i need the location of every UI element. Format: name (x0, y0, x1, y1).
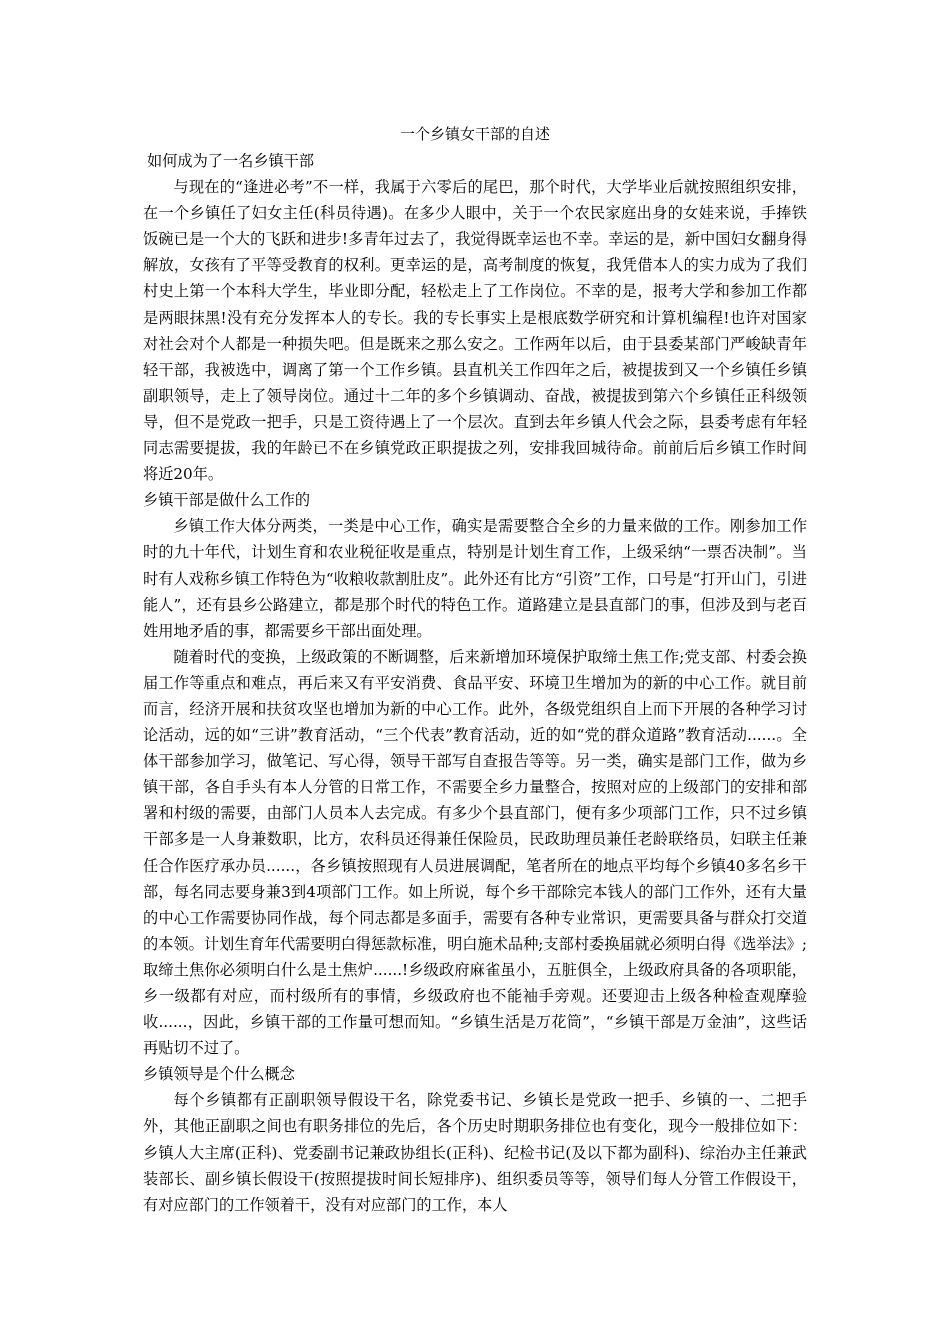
section-2-paragraph-1: 乡镇工作大体分两类，一类是中心工作，确实是需要整合全乡的力量来做的工作。刚参加工作时的九十年代，计划生育和农业税征收是重点，特别是计划生育工作，上级采纳“一票否决制”。当时有人戏称乡镇工作特色为“收粮收款割肚皮”。此外还有比方“引资”工作，口号是“打开山门，引进能人”，还有县乡公路建立，都是那个时代的特色工作。道路建立是县直部门的事，但涉及到与老百姓用地矛盾的事，都需要乡干部出面处理。 (143, 517, 807, 640)
section-3-paragraph-1: 每个乡镇都有正副职领导假设干名，除党委书记、乡镇长是党政一把手、乡镇的一、二把手外，其他正副职之间也有职务排位的先后，各个历史时期职务排位也有变化，现今一般排位如下：乡镇人大主席(正科)、党委副书记兼政协组长(正科)、纪检书记(及以下都为副科)、综治办主任兼武装部长、副乡镇长假设干(按照提拔时间长短排序)、组织委员等等，领导们每人分管工作假设干，有对应部门的工作领着干，没有对应部门的工作，本人 (143, 1091, 807, 1214)
section-2-paragraph-2: 随着时代的变换，上级政策的不断调整，后来新增加环境保护取缔土焦工作;党支部、村委会换届工作等重点和难点，再后来又有平安消费、食品平安、环境卫生增加为的新的中心工作。就目前而言，经济开展和扶贫攻坚也增加为新的中心工作。此外，各级党组织自上而下开展的各种学习讨论活动，远的如“三讲”教育活动，“三个代表”教育活动，近的如“党的群众道路”教育活动......。全体干部参加学习，做笔记、写心得，领导干部写自查报告等等。另一类，确实是部门工作，做为乡镇干部，各自手头有本人分管的日常工作，不需要全乡力量整合，按照对应的上级部门的安排和部署和村级的需要，由部门人员本人去完成。有多少个县直部门，便有多少项部门工作，只不过乡镇干部多是一人身兼数职，比方，农科员还得兼任保险员，民政助理员兼任老龄联络员，妇联主任兼任合作医疗承办员......，各乡镇按照现有人员进展调配，笔者所在的地点平均每个乡镇40多名乡干部，每名同志要身兼3到4项部门工作。如上所说，每个乡干部除完本钱人的部门工作外，还有大量的中心工作需要协同作战，每个同志都是多面手，需要有各种专业常识，更需要具备与群众打交道的本领。计划生育年代需要明白得惩款标准，明白施术品种;支部村委换届就必须明白得《选举法》;取缔土焦你必须明白什么是土焦炉......!乡级政府麻雀虽小，五脏俱全，上级政府具备的各项职能，乡一级都有对应，而村级所有的事情，乡级政府也不能袖手旁观。还要迎击上级各种检查观摩验收......，因此，乡镇干部的工作量可想而知。“乡镇生活是万花筒”，“乡镇干部是万金油”，这些话再贴切不过了。 (143, 647, 807, 1058)
section-1-paragraph-1: 与现在的“逢进必考”不一样，我属于六零后的尾巴，那个时代，大学毕业后就按照组织安排，在一个乡镇任了妇女主任(科员待遇)。在多少人眼中，关于一个农民家庭出身的女娃来说，手捧铁饭碗已是一个大的飞跃和进步!多青年过去了，我觉得既幸运也不幸。幸运的是，新中国妇女翻身得解放，女孩有了平等受教育的权利。更幸运的是，高考制度的恢复，我凭借本人的实力成为了我们村史上第一个本科大学生，毕业即分配，轻松走上了工作岗位。不幸的是，报考大学和参加工作都是两眼抹黑!没有充分发挥本人的专长。我的专长事实上是根底数学研究和计算机编程!也许对国家对社会对个人都是一种损失吧。但是既来之那么安之。工作两年以后，由于县委某部门严峻缺青年轻干部，我被选中，调离了第一个工作乡镇。县直机关工作四年之后，被提拔到又一个乡镇任乡镇副职领导，走上了领导岗位。通过十二年的多个乡镇调动、奋战，被提拔到第六个乡镇任正科级领导，但不是党政一把手，只是工资待遇上了一个层次。直到去年乡镇人代会之际，县委考虑有年轻同志需要提拔，我的年龄已不在乡镇党政正职提拔之列，安排我回城待命。前前后后乡镇工作时间将近20年。 (143, 178, 807, 484)
section-heading-2: 乡镇干部是做什么工作的 (143, 491, 311, 510)
section-heading-3: 乡镇领导是个什么概念 (143, 1065, 295, 1084)
document-title: 一个乡镇女干部的自述 (399, 125, 550, 143)
document-body (143, 148, 807, 1218)
section-heading-1: 如何成为了一名乡镇干部 (147, 152, 315, 170)
